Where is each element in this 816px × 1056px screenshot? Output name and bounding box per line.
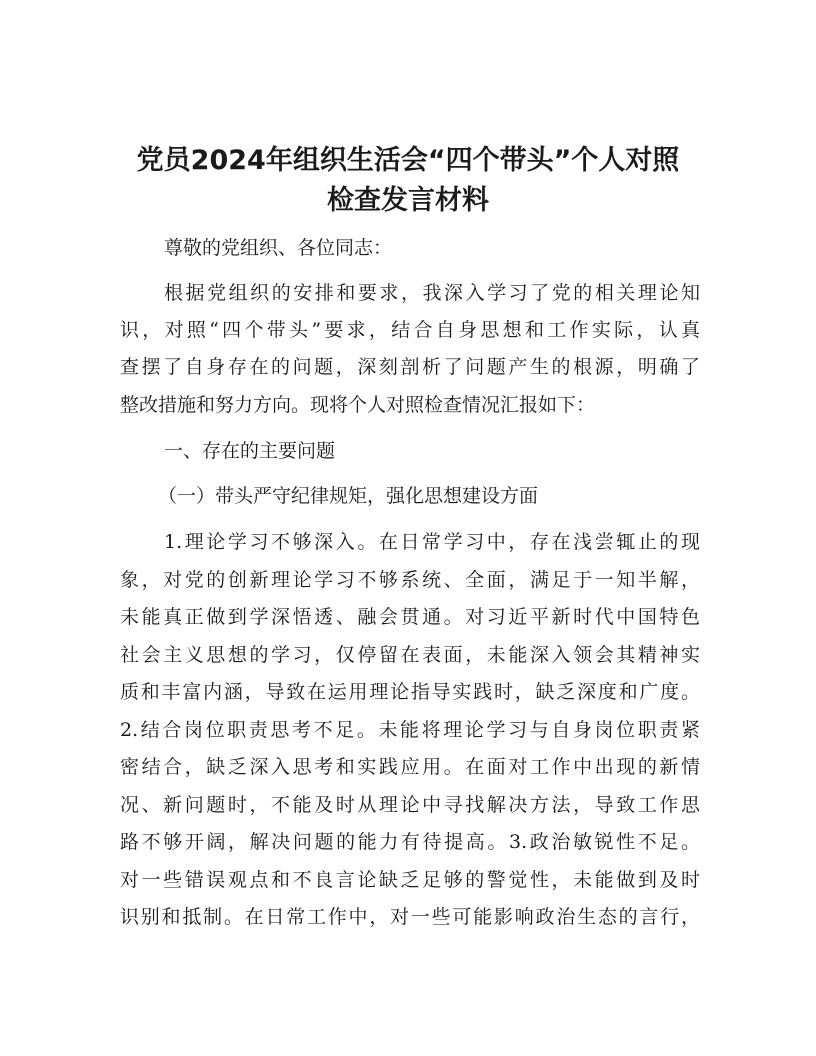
body-paragraph-line: 未能真正做到学深悟透、融会贯通。对习近平新时代中国特色 [120,606,700,628]
body-paragraph-line: 2.结合岗位职责思考不足。未能将理论学习与自身岗位职责紧 [120,719,700,741]
body-paragraph-line: 1.理论学习不够深入。在日常学习中，存在浅尝辄止的现 [164,531,700,553]
intro-paragraph-line: 查摆了自身存在的问题，深刻剖析了问题产生的根源，明确了 [120,356,700,378]
body-paragraph-line: 象，对党的创新理论学习不够系统、全面，满足于一知半解， [120,569,700,591]
document-title-line-1: 党员2024年组织生活会“四个带头”个人对照 [136,145,680,176]
body-paragraph-line: 社会主义思想的学习，仅停留在表面，未能深入领会其精神实 [120,644,700,666]
intro-paragraph-line: 整改措施和努力方向。现将个人对照检查情况汇报如下： [120,394,596,416]
body-paragraph-line: 识别和抵制。在日常工作中，对一些可能影响政治生态的言行， [120,906,700,928]
body-paragraph-line: 密结合，缺乏深入思考和实践应用。在面对工作中出现的新情 [120,756,700,778]
body-paragraph-line: 路不够开阔，解决问题的能力有待提高。3.政治敏锐性不足。 [120,831,700,853]
salutation: 尊敬的党组织、各位同志： [164,237,393,259]
section-heading: 一、存在的主要问题 [164,440,336,462]
intro-paragraph-line: 识，对照“四个带头”要求，结合自身思想和工作实际，认真 [120,319,700,341]
document-title-line-2: 检查发言材料 [327,185,489,216]
body-paragraph-line: 对一些错误观点和不良言论缺乏足够的警觉性，未能做到及时 [120,869,700,891]
subsection-heading: （一）带头严守纪律规矩，强化思想建设方面 [158,485,539,507]
intro-paragraph-line: 根据党组织的安排和要求，我深入学习了党的相关理论知 [164,282,700,304]
body-paragraph-line: 况、新问题时，不能及时从理论中寻找解决方法，导致工作思 [120,794,700,816]
body-paragraph-line: 质和丰富内涵，导致在运用理论指导实践时，缺乏深度和广度。 [120,681,700,703]
